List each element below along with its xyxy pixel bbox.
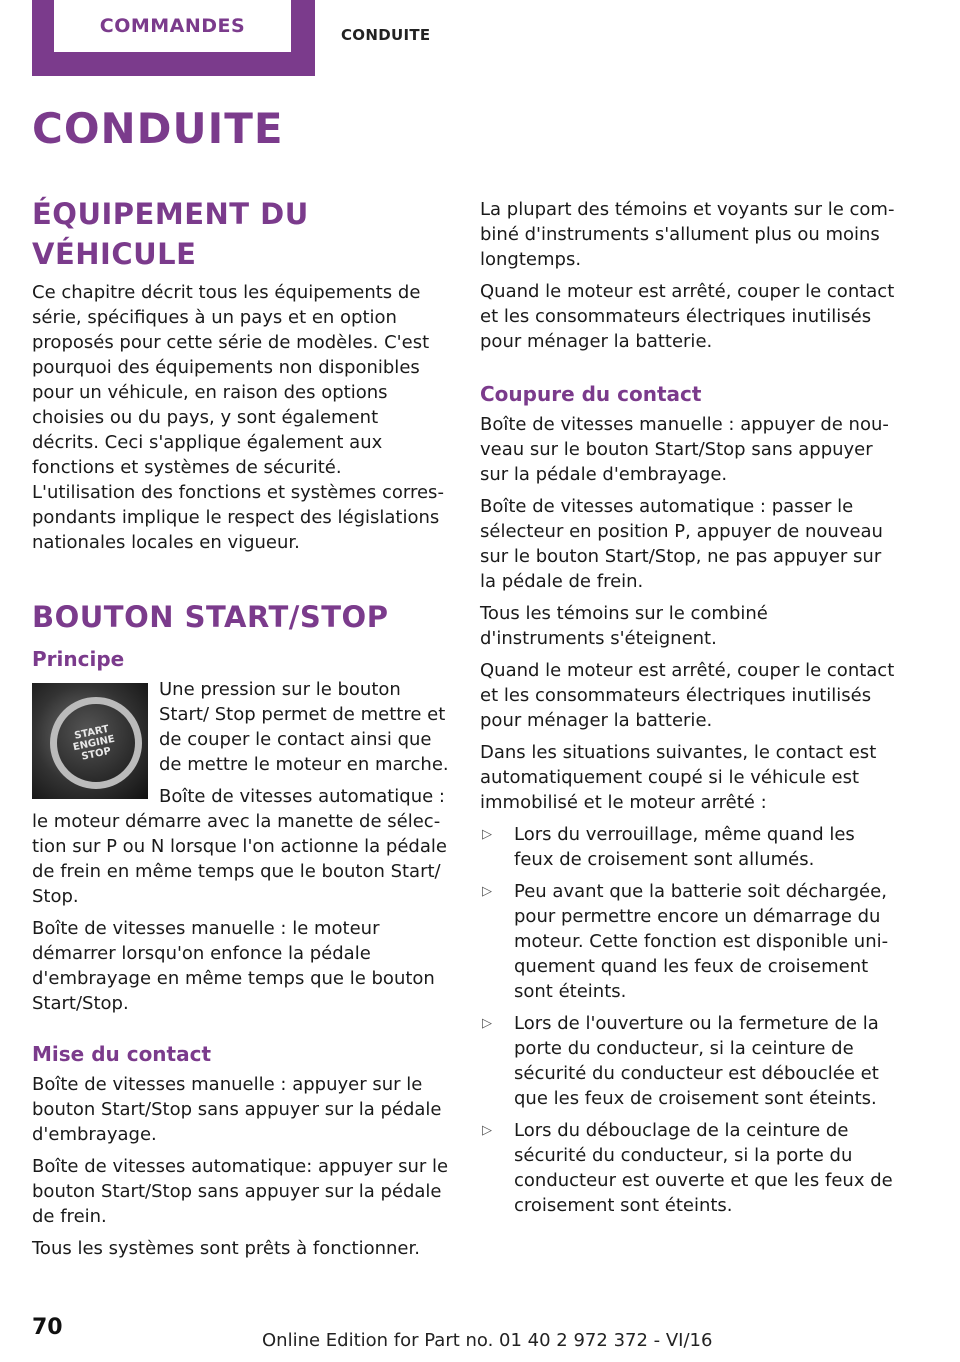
ignition-p2: Boîte de vitesses automatique: appuyer sur le bouton Start/Stop sans appuyer sur la pédale de frein. [32,1156,449,1227]
ignition-on-heading: Mise du contact [32,1042,212,1066]
auto-off-list [480,822,898,1218]
left-column [32,194,450,1268]
edition-footer: Online Edition for Part no. 01 40 2 972 372 - VI/16 [262,1330,713,1351]
list-item [480,1118,898,1218]
right-p5: Tous les témoins sur le combiné d'instruments s'éteignent. [480,603,768,649]
triangle-bullet-icon: ▷ [482,1016,492,1031]
right-column [480,197,898,1225]
list-item [480,1011,898,1111]
equipment-heading: ÉQUIPEMENT DU VÉHICULE [32,197,309,271]
triangle-bullet-icon: ▷ [482,884,492,899]
equipment-text: Ce chapitre décrit tous les équipements de série, spécifiques à un pays et en option proposés pour cette série de modèles. C'est pourquoi des équipements non disponibles pour un véhicule, en raison des options choisies ou du pays, y sont également décrits. Ceci s'applique également aux fonctions et systèmes de sécurité. L'utilisation des fonctions et systèmes correspondants implique le respect des législations nationales locales en vigueur. [32,282,444,553]
ignition-off-heading: Coupure du contact [480,382,702,406]
list-item [480,879,898,1004]
ignition-p3: Tous les systèmes sont prêts à fonctionner. [32,1238,420,1259]
ignition-p1: Boîte de vitesses manuelle : appuyer sur le bouton Start/Stop sans appuyer sur la pédale d'embrayage. [32,1074,442,1145]
chapter-tab[interactable] [32,0,315,76]
triangle-bullet-icon: ▷ [482,1123,492,1138]
start-stop-button-image [32,683,148,799]
right-p7: Dans les situations suivantes, le contact est automatiquement coupé si le véhicule est immobilisé et le moteur arrêté : [480,742,877,813]
triangle-bullet-icon: ▷ [482,827,492,842]
principle-p3: Boîte de vitesses manuelle : le moteur démarrer lorsqu'on enfonce la pédale d'embrayage en même temps que le bouton Start/Stop. [32,918,435,1014]
start-button-label: START ENGINE STOP [72,723,116,763]
list-item-text: Lors de l'ouverture ou la fermeture de la porte du conducteur, si la ceinture de sécurité du conducteur est débouclée et que les feux de croisement sont éteints. [514,1013,879,1109]
principle-p2: Boîte de vitesses automatique : le moteur démarre avec la manette de sélection sur P ou N lorsque l'on actionne la pédale de frein en même temps que le bouton Start/ Stop. [32,786,447,907]
right-p2: Quand le moteur est arrêté, couper le contact et les consommateurs électriques inutilisés pour ménager la batterie. [480,281,895,352]
list-item-text: Peu avant que la batterie soit déchargée, pour permettre encore un démarrage du moteur. Cette fonction est disponible uniquement quand les feux de croisement sont éteints. [514,881,889,1002]
right-p4: Boîte de vitesses automatique : passer le sélecteur en position P, appuyer de nouveau sur le bouton Start/Stop, ne pas appuyer sur la pédale de frein. [480,496,883,592]
right-p1: La plupart des témoins et voyants sur le combiné d'instruments s'allument plus ou moins longtemps. [480,199,895,270]
section-tab-label[interactable]: CONDUITE [341,26,431,44]
principle-heading: Principe [32,647,125,671]
right-p6: Quand le moteur est arrêté, couper le contact et les consommateurs électriques inutilisés pour ménager la batterie. [480,660,895,731]
page-number: 70 [32,1315,63,1340]
chapter-title: CONDUITE [32,104,284,153]
start-stop-heading: BOUTON START/STOP [32,600,389,634]
right-p3: Boîte de vitesses manuelle : appuyer de nouveau sur le bouton Start/Stop sans appuyer sur la pédale d'embrayage. [480,414,889,485]
list-item-text: Lors du verrouillage, même quand les feux de croisement sont allumés. [514,824,855,870]
chapter-tab-label: COMMANDES [54,0,291,52]
list-item [480,822,898,872]
list-item-text: Lors du débouclage de la ceinture de sécurité du conducteur, si la porte du conducteur est ouverte et que les feux de croisement sont éteints. [514,1120,893,1216]
principle-p1: Une pression sur le bouton Start/ Stop permet de mettre et de couper le contact ainsi que de mettre le moteur en marche. [159,679,449,775]
